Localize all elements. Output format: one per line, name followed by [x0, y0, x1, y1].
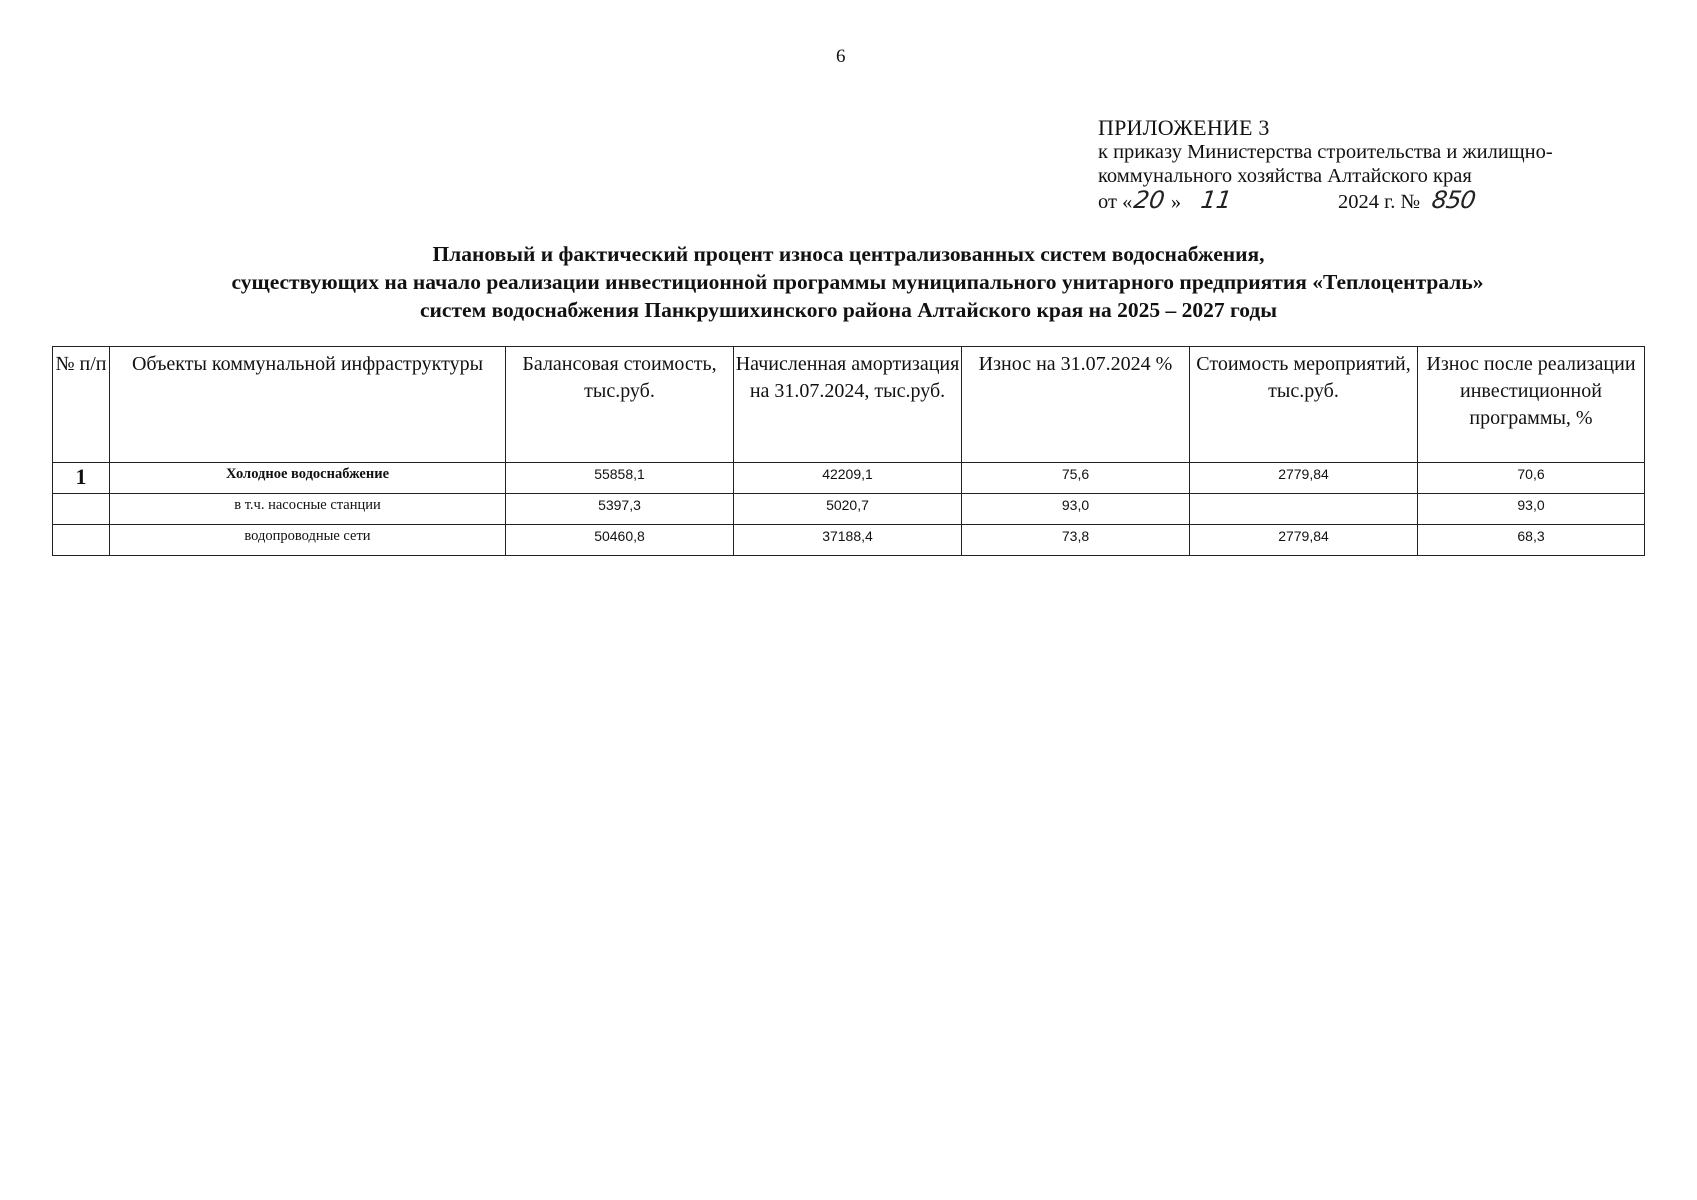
appendix-date-line — [1098, 188, 1553, 212]
date-prefix: от « — [1098, 191, 1133, 213]
row-wear: 93,0 — [962, 494, 1190, 525]
handwritten-month: 11 — [1199, 186, 1234, 214]
row-cost: 2779,84 — [1190, 525, 1418, 556]
handwritten-day: 20 — [1132, 186, 1167, 214]
row-object-name: в т.ч. насосные станции — [110, 494, 506, 525]
header-objects: Объекты коммунальной инфраструктуры — [110, 347, 506, 463]
table-header-row — [53, 347, 1645, 463]
row-amortization: 42209,1 — [734, 463, 962, 494]
wear-table — [52, 346, 1645, 556]
document-title — [0, 240, 1697, 324]
table-row — [53, 463, 1645, 494]
header-amortization: Начисленная амортизация на 31.07.2024, тыс.руб. — [734, 347, 962, 463]
table-row — [53, 525, 1645, 556]
page-number: 6 — [836, 46, 846, 67]
header-cost: Стоимость мероприятий, тыс.руб. — [1190, 347, 1418, 463]
header-balance-value: Балансовая стоимость, тыс.руб. — [506, 347, 734, 463]
row-number — [53, 494, 110, 525]
date-mid: » — [1170, 191, 1182, 213]
header-wear-after: Износ после реализации инвестиционной программы, % — [1418, 347, 1645, 463]
title-line-3: систем водоснабжения Панкрушихинского района Алтайского края на 2025 – 2027 годы — [420, 298, 1277, 322]
title-line-1: Плановый и фактический процент износа централизованных систем водоснабжения, — [432, 242, 1265, 266]
row-wear-after: 68,3 — [1418, 525, 1645, 556]
row-object-name: Холодное водоснабжение — [110, 463, 506, 494]
table-row — [53, 494, 1645, 525]
handwritten-order-number: 850 — [1430, 186, 1477, 214]
appendix-line-1: к приказу Министерства строительства и жилищно- — [1098, 141, 1553, 163]
row-balance: 55858,1 — [506, 463, 734, 494]
header-number: № п/п — [53, 347, 110, 463]
row-wear: 73,8 — [962, 525, 1190, 556]
row-amortization: 37188,4 — [734, 525, 962, 556]
row-wear: 75,6 — [962, 463, 1190, 494]
date-year: 2024 г. № — [1338, 191, 1421, 213]
row-wear-after: 93,0 — [1418, 494, 1645, 525]
row-balance: 5397,3 — [506, 494, 734, 525]
date-group — [1098, 188, 1232, 214]
row-balance: 50460,8 — [506, 525, 734, 556]
row-cost — [1190, 494, 1418, 525]
row-number — [53, 525, 110, 556]
row-object-name: водопроводные сети — [110, 525, 506, 556]
appendix-block — [1098, 116, 1553, 212]
title-line-2: существующих на начало реализации инвестиционной программы муниципального унитарного предприятия «Теплоцентраль» — [231, 270, 1484, 294]
appendix-heading: ПРИЛОЖЕНИЕ 3 — [1098, 115, 1270, 140]
row-wear-after: 70,6 — [1418, 463, 1645, 494]
row-number: 1 — [53, 463, 110, 494]
row-cost: 2779,84 — [1190, 463, 1418, 494]
row-amortization: 5020,7 — [734, 494, 962, 525]
header-wear: Износ на 31.07.2024 % — [962, 347, 1190, 463]
order-number-group — [1338, 188, 1475, 214]
appendix-line-2: коммунального хозяйства Алтайского края — [1098, 165, 1472, 187]
